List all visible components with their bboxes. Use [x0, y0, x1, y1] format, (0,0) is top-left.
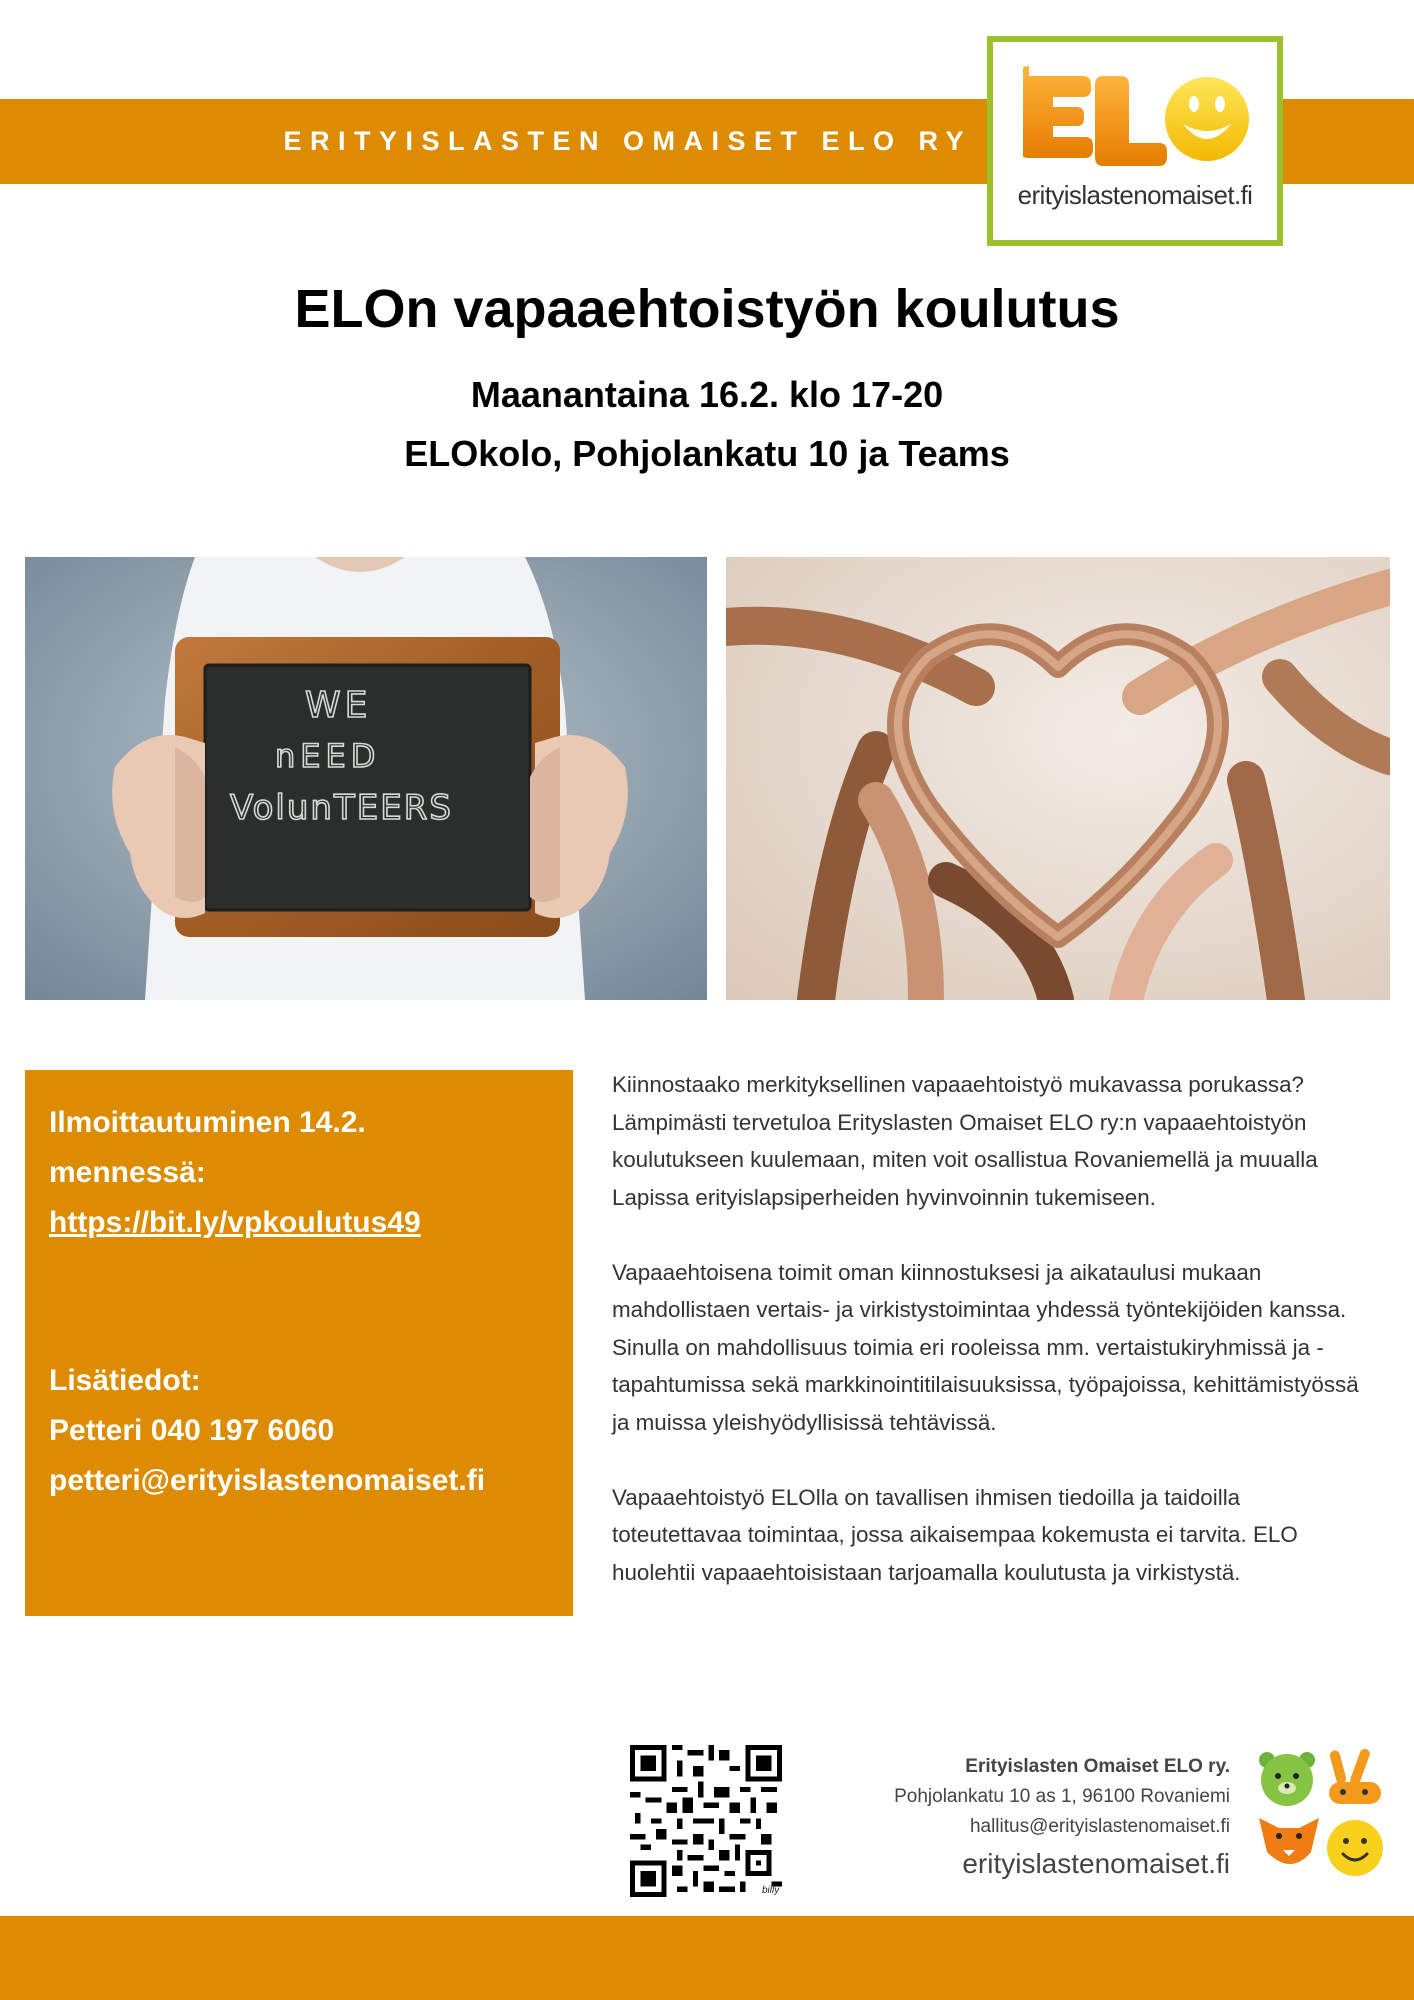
footer-org-name: Erityislasten Omaiset ELO ry.: [965, 1756, 1230, 1777]
event-location: ELOkolo, Pohjolankatu 10 ja Teams: [404, 433, 1010, 474]
chalk-text-volunteers: VolunTEERS: [230, 788, 453, 828]
registration-link[interactable]: https://bit.ly/vpkoulutus49: [49, 1206, 421, 1239]
chalk-text-need: nEED: [275, 737, 381, 775]
elo-logo-icon: [1023, 64, 1253, 174]
qr-signature: billy: [762, 1885, 780, 1896]
contact-email: petteri@erityislastenomaiset.fi: [49, 1464, 486, 1497]
description-paragraph-3: Vapaaehtoistyö ELOlla on tavallisen ihmisen tiedoilla ja taidoilla toteutettavaa toimintaa, jossa aikaisempaa kokemusta ei tarvita. ELO huolehtii vapaaehtoisistaan tarjoamalla koulutusta ja virkistystä.: [612, 1484, 1298, 1585]
qr-code-icon[interactable]: [630, 1745, 782, 1897]
description-paragraph-1: Kiinnostaako merkityksellinen vapaaehtoistyö mukavassa porukassa? Lämpimästi tervetuloa Erityslasten Omaiset ELO ry:n vapaaehtoistyön koulutukseen kuulemaan, miten voit osallistua Rovaniemellä ja muualla Lapissa erityislapsiperheiden hyvinvoinnin tukemiseen.: [612, 1072, 1318, 1210]
elo-logo[interactable]: [987, 36, 1283, 246]
registration-deadline-suffix: mennessä:: [49, 1156, 206, 1189]
mascots-icon: [1255, 1748, 1385, 1878]
registration-info-box: [25, 1070, 573, 1616]
footer-band: [0, 1916, 1414, 2000]
footer-contact: [894, 1752, 1230, 1886]
event-date-time: Maanantaina 16.2. klo 17-20: [470, 374, 944, 415]
chalk-text-we: WE: [305, 685, 372, 726]
footer-address: Pohjolankatu 10 as 1, 96100 Rovaniemi: [894, 1786, 1230, 1807]
org-banner: ERITYISLASTEN OMAISET ELO RY: [283, 126, 972, 156]
description: [612, 1066, 1372, 1629]
page-title: ELOn vapaaehtoistyön koulutus: [294, 279, 1120, 339]
contact-person-phone: Petteri 040 197 6060: [49, 1414, 335, 1447]
footer-website[interactable]: erityislastenomaiset.fi: [962, 1848, 1230, 1879]
registration-deadline: Ilmoittautuminen 14.2.: [49, 1106, 366, 1139]
heart-of-hands-photo: [726, 557, 1390, 1000]
volunteers-chalkboard-photo: [25, 557, 707, 1000]
logo-url: erityislastenomaiset.fi: [1017, 180, 1253, 210]
description-paragraph-2: Vapaaehtoisena toimit oman kiinnostuksesi ja aikataulusi mukaan mahdollistaen vertais- ja virkistystoimintaa yhdessä työntekijöiden kanssa. Sinulla on mahdollisuus toimia eri rooleissa mm. vertaistukiryhmissä ja -tapahtumissa sekä markkinointitilaisuuksissa, työpajoissa, kehittämistyössä ja muissa yleishyödyllisissä tehtävissä.: [612, 1259, 1359, 1435]
footer-email[interactable]: hallitus@erityislastenomaiset.fi: [969, 1816, 1230, 1837]
contact-heading: Lisätiedot:: [49, 1364, 201, 1397]
